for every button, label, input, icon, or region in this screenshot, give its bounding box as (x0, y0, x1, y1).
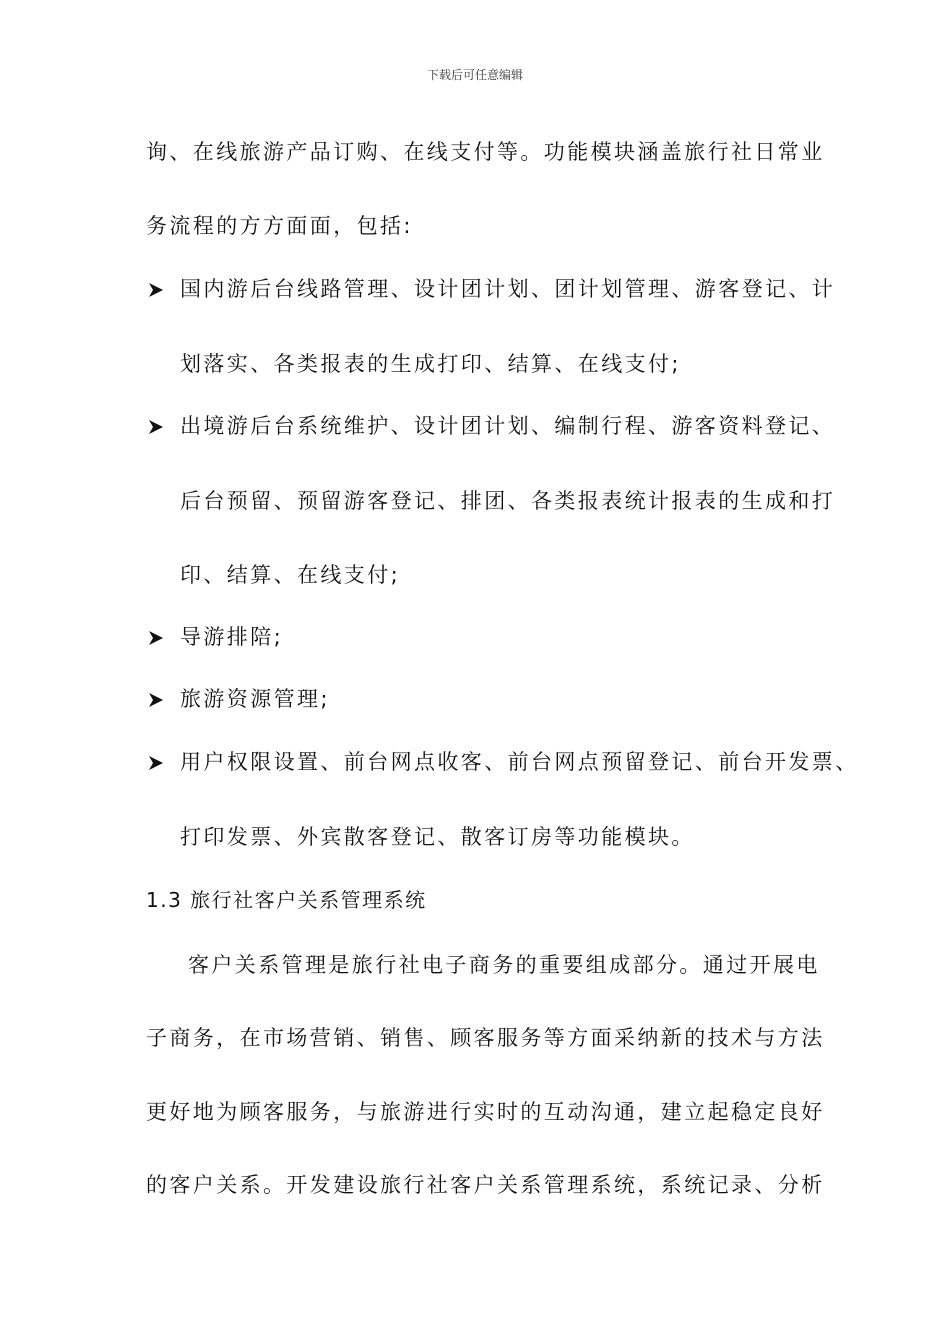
bullet-2-line-2: 后台预留、预留游客登记、排团、各类报表统计报表的生成和打 (180, 489, 836, 513)
intro-line-2: 务流程的方方面面，包括: (146, 214, 413, 238)
bullet-5-line-1: 用户权限设置、前台网点收客、前台网点预留登记、前台开发票、 (180, 750, 859, 774)
bullet-5-line-2: 打印发票、外宾散客登记、散客订房等功能模块。 (180, 825, 695, 849)
intro-line-1: 询、在线旅游产品订购、在线支付等。功能模块涵盖旅行社日常业 (146, 140, 825, 164)
paragraph-line-1: 客户关系管理是旅行社电子商务的重要组成部分。通过开展电 (188, 953, 820, 977)
bullet-2-line-3: 印、结算、在线支付; (180, 563, 401, 587)
section-heading: 1.3 旅行社客户关系管理系统 (146, 888, 427, 912)
arrowhead-bullet-icon (146, 628, 166, 648)
arrowhead-bullet-icon (146, 417, 166, 437)
arrowhead-bullet-icon (146, 690, 166, 710)
paragraph-line-3: 更好地为顾客服务，与旅游进行实时的互动沟通，建立起稳定良好 (146, 1100, 825, 1124)
bullet-2-line-1: 出境游后台系统维护、设计团计划、编制行程、游客资料登记、 (180, 414, 836, 438)
bullet-3-line-1: 导游排陪; (180, 625, 284, 649)
paragraph-line-2: 子商务，在市场营销、销售、顾客服务等方面采纳新的技术与方法 (146, 1026, 825, 1050)
arrowhead-bullet-icon (146, 753, 166, 773)
bullet-4-line-1: 旅游资源管理; (180, 687, 330, 711)
paragraph-line-4: 的客户关系。开发建设旅行社客户关系管理系统，系统记录、分析 (146, 1173, 825, 1197)
page-header-note: 下载后可任意编辑 (426, 68, 523, 82)
bullet-1-line-1: 国内游后台线路管理、设计团计划、团计划管理、游客登记、计 (180, 277, 836, 301)
bullet-1-line-2: 划落实、各类报表的生成打印、结算、在线支付; (180, 352, 681, 376)
arrowhead-bullet-icon (146, 280, 166, 300)
